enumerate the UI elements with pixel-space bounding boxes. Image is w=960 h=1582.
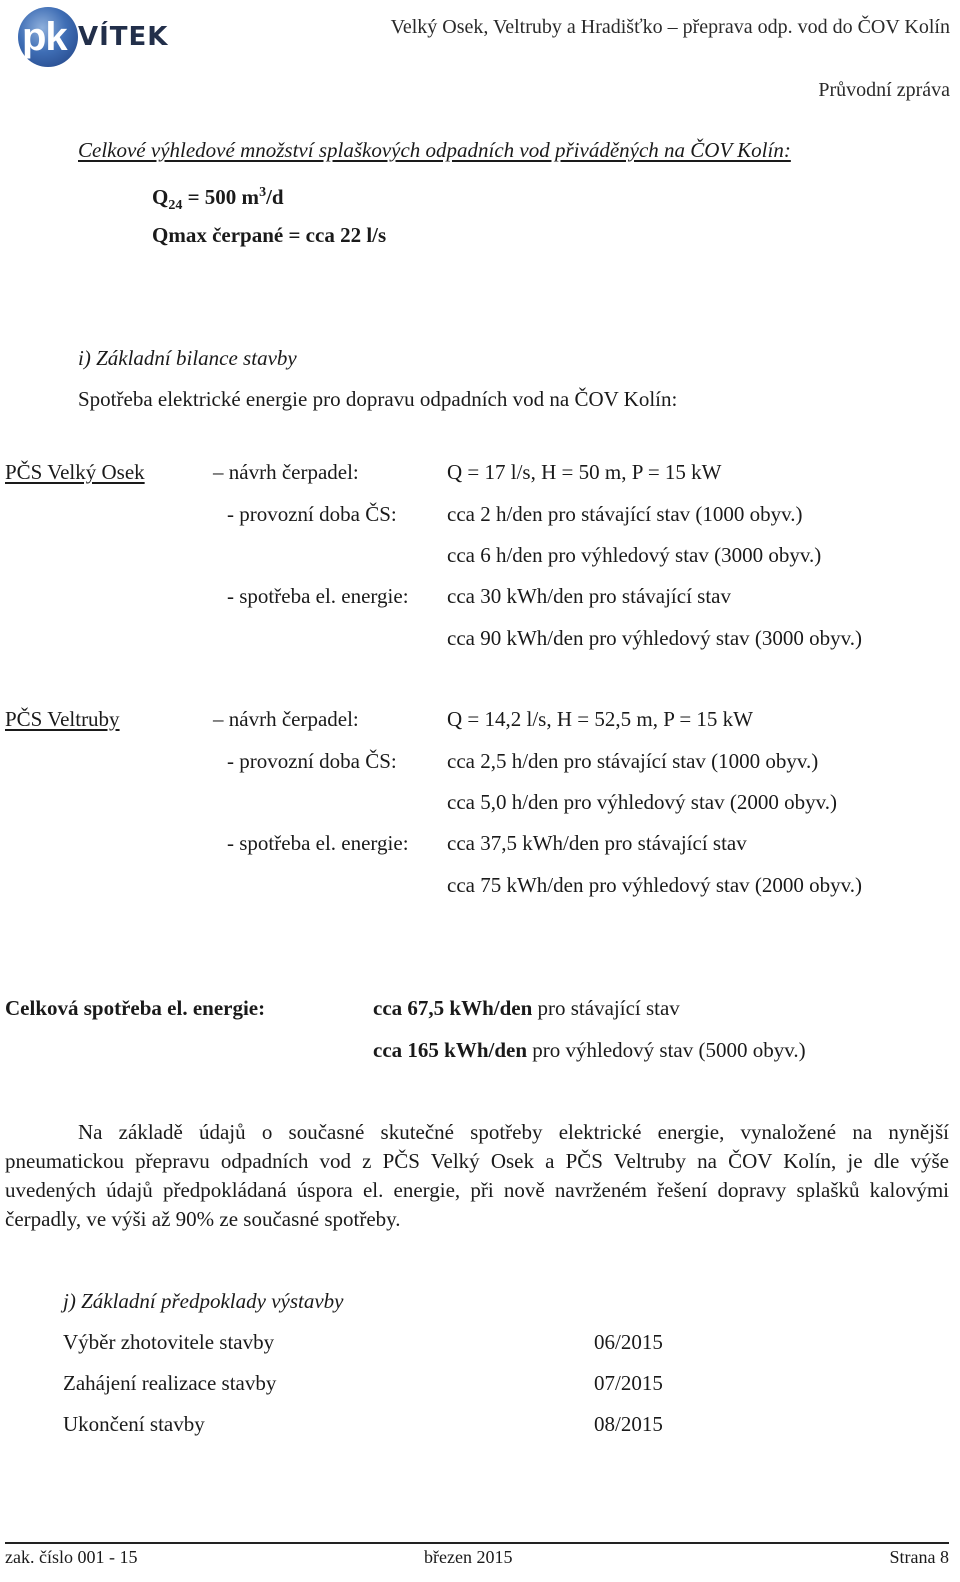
energy-current: cca 37,5 kWh/den pro stávající stav	[447, 831, 747, 855]
schedule-label-1: Zahájení realizace stavby	[63, 1371, 277, 1395]
energy-future: cca 75 kWh/den pro výhledový stav (2000 obyv.)	[447, 873, 863, 897]
header-title: Velký Osek, Veltruby a Hradišťko – přeprava odp. vod do ČOV Kolín	[390, 16, 950, 38]
runtime-future: cca 6 h/den pro výhledový stav (3000 obyv.)	[447, 543, 822, 567]
section-j-heading: j) Základní předpoklady výstavby	[63, 1289, 344, 1313]
total-current: cca 67,5 kWh/den pro stávající stav	[373, 996, 680, 1020]
header-subtitle: Průvodní zpráva	[818, 79, 950, 101]
schedule-date-2: 08/2015	[594, 1412, 663, 1436]
energy-label: - spotřeba el. energie:	[227, 831, 409, 855]
station-name: PČS Veltruby	[5, 707, 120, 731]
total-future: cca 165 kWh/den pro výhledový stav (5000 obyv.)	[373, 1038, 806, 1062]
runtime-label: - provozní doba ČS:	[227, 502, 397, 526]
pumps-value: Q = 17 l/s, H = 50 m, P = 15 kW	[447, 460, 722, 484]
section-i-heading: i) Základní bilance stavby	[78, 346, 297, 370]
total-label: Celková spotřeba el. energie:	[5, 996, 266, 1020]
pumps-label: – návrh čerpadel:	[213, 707, 359, 731]
footer-date: březen 2015	[424, 1547, 513, 1567]
schedule-label-0: Výběr zhotovitele stavby	[63, 1330, 275, 1354]
paragraph-text: Na základě údajů o současné skutečné spotřeby elektrické energie, vynaložené na nynější pneumatickou přepravu odpadních vod z PČS Velký Osek a PČS Veltruby na ČOV Kolín, je dle výše uvedených údajů předpokládaná úspora el. energie, při nově navrženém řešení dopravy splašků kalovými čerpadly, ve výši až 90% ze současné spotřeby.	[5, 1120, 949, 1231]
logo-mark: pk	[22, 15, 67, 59]
schedule-date-0: 06/2015	[594, 1330, 663, 1354]
q24-line: $Q_{24} = 500$ $m^3/d$	[152, 185, 284, 214]
runtime-future: cca 5,0 h/den pro výhledový stav (2000 obyv.)	[447, 790, 837, 814]
schedule-date-1: 07/2015	[594, 1371, 663, 1395]
savings-paragraph	[5, 1118, 949, 1234]
energy-current: cca 30 kWh/den pro stávající stav	[447, 584, 731, 608]
section-i-intro: Spotřeba elektrické energie pro dopravu odpadních vod na ČOV Kolín:	[78, 387, 678, 411]
pumps-value: Q = 14,2 l/s, H = 52,5 m, P = 15 kW	[447, 707, 754, 731]
footer-divider	[5, 1542, 949, 1544]
energy-label: - spotřeba el. energie:	[227, 584, 409, 608]
footer-job-number: zak. číslo 001 - 15	[5, 1547, 138, 1567]
qmax-line: Qmax čerpané = cca 22 l/s	[152, 223, 387, 247]
logo-name: VÍTEK	[78, 22, 169, 52]
runtime-current: cca 2,5 h/den pro stávající stav (1000 obyv.)	[447, 749, 819, 773]
runtime-label: - provozní doba ČS:	[227, 749, 397, 773]
footer-page-number: Strana 8	[889, 1547, 949, 1567]
energy-future: cca 90 kWh/den pro výhledový stav (3000 obyv.)	[447, 626, 863, 650]
pumps-label: – návrh čerpadel:	[213, 460, 359, 484]
station-name: PČS Velký Osek	[5, 460, 145, 484]
flow-heading: Celkové výhledové množství splaškových odpadních vod přiváděných na ČOV Kolín:	[78, 138, 791, 162]
runtime-current: cca 2 h/den pro stávající stav (1000 obyv.)	[447, 502, 803, 526]
schedule-label-2: Ukončení stavby	[63, 1412, 205, 1436]
